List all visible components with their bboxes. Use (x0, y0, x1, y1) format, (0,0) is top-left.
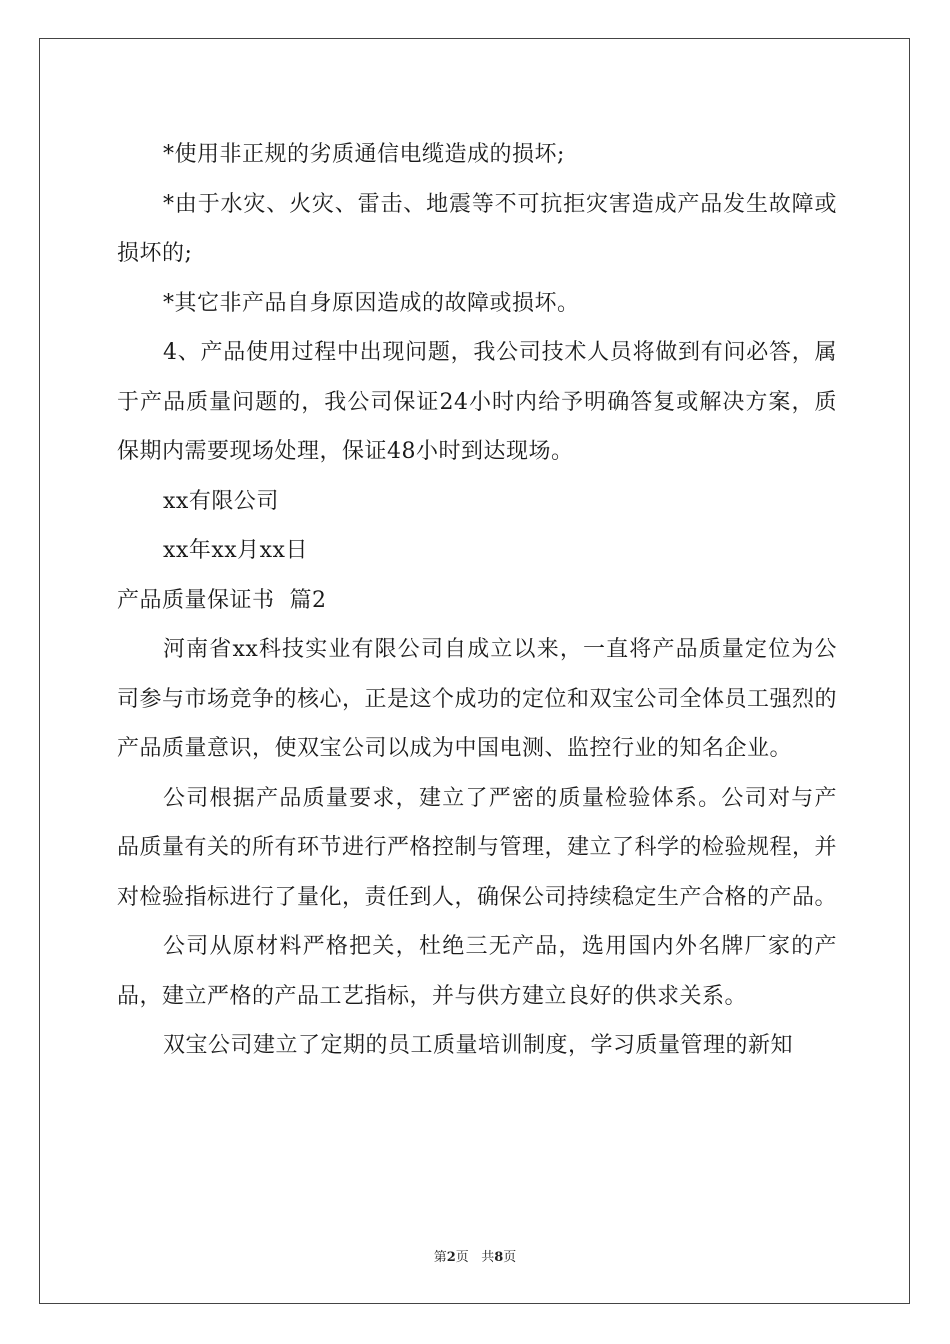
footer-total-number: 8 (494, 1250, 504, 1265)
footer-total-suffix: 页 (503, 1250, 517, 1265)
page-footer (0, 1246, 950, 1265)
paragraph-item-4: 4、产品使用过程中出现问题，我公司技术人员将做到有问必答，属于产品质量问题的，我公司保证24小时内给予明确答复或解决方案，质保期内需要现场处理，保证48小时到达现场。 (117, 340, 837, 464)
paragraph-bullet-cable: *使用非正规的劣质通信电缆造成的损坏; (163, 142, 565, 167)
section-heading: 产品质量保证书 篇2 (117, 587, 327, 613)
footer-page-suffix: 页 (455, 1250, 469, 1265)
paragraph-training: 双宝公司建立了定期的员工质量培训制度，学习质量管理的新知 (163, 1033, 794, 1058)
paragraph-inspection: 公司根据产品质量要求，建立了严密的质量检验体系。公司对与产品质量有关的所有环节进行严格控制与管理，建立了科学的检验规程，并对检验指标进行了量化，责任到人，确保公司持续稳定生产合格的产品。 (117, 785, 838, 910)
footer-total-prefix: 共 (481, 1250, 495, 1265)
paragraph-bullet-disaster: *由于水灾、火灾、雷击、地震等不可抗拒灾害造成产品发生故障或损坏的; (117, 191, 837, 266)
footer-page-number: 2 (446, 1250, 456, 1265)
paragraph-materials: 公司从原材料严格把关，杜绝三无产品，选用国内外名牌厂家的产品，建立严格的产品工艺指标，并与供方建立良好的供求关系。 (117, 934, 837, 1009)
footer-page-prefix: 第 (433, 1250, 447, 1265)
paragraph-intro: 河南省xx科技实业有限公司自成立以来，一直将产品质量定位为公司参与市场竞争的核心，正是这个成功的定位和双宝公司全体员工强烈的产品质量意识，使双宝公司以成为中国电测、监控行业的知名企业。 (117, 637, 838, 761)
signature-date: xx年xx月xx日 (163, 538, 308, 563)
signature-company: xx有限公司 (163, 488, 279, 514)
paragraph-bullet-other: *其它非产品自身原因造成的故障或损坏。 (163, 290, 580, 316)
document-body (117, 130, 837, 1071)
